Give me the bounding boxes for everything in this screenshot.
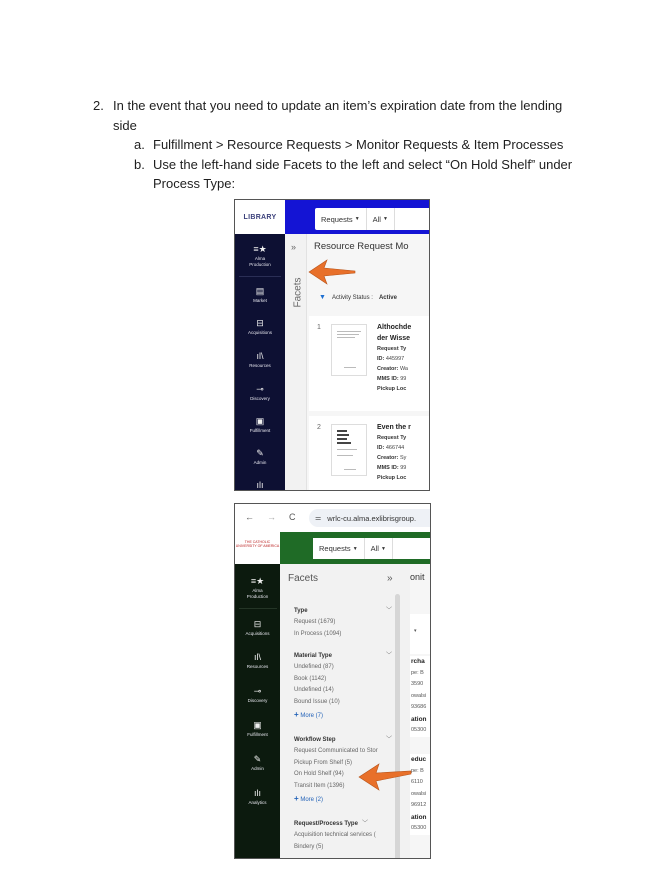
back-icon[interactable]: ← <box>245 512 254 522</box>
substep-text-line2: Process Type: <box>153 176 236 191</box>
search-bar[interactable] <box>313 538 431 559</box>
chevron-down-icon: ﹀ <box>385 608 392 614</box>
nav-divider <box>239 608 277 609</box>
search-scope-dropdown[interactable]: Requests ▼ <box>315 208 367 230</box>
acquisitions-icon: ⊟ <box>256 318 264 328</box>
nav-analytics[interactable] <box>235 480 285 490</box>
top-bar <box>235 200 430 234</box>
search-filter-dropdown[interactable]: All ▼ <box>365 538 393 559</box>
caret-down-icon: ▼ <box>380 545 386 552</box>
facet-option[interactable]: Undefined (87) <box>294 664 334 670</box>
result-card[interactable]: rcha pe: B 3590 owalsi 93686 ation 05300 <box>410 656 431 737</box>
pointer-arrow-icon <box>357 762 413 792</box>
book-thumbnail <box>331 424 367 476</box>
screenshot-alma-expanded-facets <box>234 503 431 859</box>
caret-down-icon: ▼ <box>382 216 388 222</box>
chevron-down-icon: ﹀ <box>385 653 392 659</box>
substep-letter: b. <box>134 156 145 172</box>
pointer-arrow-icon <box>307 258 357 286</box>
top-bar <box>235 532 431 564</box>
browser-toolbar <box>235 504 431 532</box>
facet-option[interactable]: Undefined (14) <box>294 687 334 694</box>
expand-facets-icon[interactable]: » <box>291 242 297 252</box>
facet-option[interactable]: Bindery (5) <box>294 843 324 850</box>
nav-discovery[interactable]: ⊸ Discovery <box>235 686 280 704</box>
caret-down-icon: ▼ <box>352 545 358 552</box>
nav-acquisitions[interactable]: ⊟ Acquisitions <box>235 619 280 637</box>
fulfillment-icon: ▣ <box>253 720 262 730</box>
substep-a <box>93 135 613 155</box>
plus-icon: + <box>294 793 299 803</box>
search-filter-dropdown[interactable]: All ▼ <box>367 208 395 230</box>
admin-icon: ✎ <box>256 448 264 458</box>
result-index: 2 <box>317 424 321 431</box>
chevron-down-icon: ﹀ <box>385 737 392 743</box>
nav-analytics[interactable]: ılı Analytics <box>235 788 280 806</box>
chevron-down-icon: ﹀ <box>361 821 368 827</box>
facet-group-type: Type ﹀ Request (1679) In Process (1094) <box>294 606 398 640</box>
result-card[interactable]: educ pe: B 6110 owalsi 96912 ation 05300 <box>410 754 431 835</box>
nav-resources[interactable]: ıl\ Resources <box>235 652 280 670</box>
site-settings-icon[interactable]: ⚌ <box>315 515 322 522</box>
acquisitions-icon: ⊟ <box>253 619 262 629</box>
plus-icon: + <box>294 709 299 719</box>
facet-group-workflow-step: Workflow Step ﹀ Request Communicated to Stor Pickup From Shelf (5) On Hold Shelf (94) Transit Item (1396) + More (2) <box>294 735 398 807</box>
facet-group-material-type: Material Type ﹀ Undefined (87) Book (1142) Undefined (14) Bound Issue (10) + More (7) <box>294 651 398 723</box>
discovery-icon: ⊸ <box>256 384 264 394</box>
nav-alma-production[interactable]: ≡★ Alma Production <box>235 576 280 600</box>
collapse-facets-icon[interactable]: » <box>387 573 393 584</box>
nav-fulfillment[interactable]: ▣ Fulfillment <box>235 720 280 738</box>
forward-icon[interactable]: → <box>267 512 276 522</box>
admin-icon: ✎ <box>253 754 262 764</box>
discovery-icon: ⊸ <box>253 686 262 696</box>
alma-production-icon: ≡★ <box>253 244 267 254</box>
facet-option[interactable]: Request Communicated to Stor <box>294 748 378 754</box>
step-2 <box>93 96 613 135</box>
facet-more-link[interactable]: + More (2) <box>294 793 324 803</box>
facet-option[interactable]: Pickup From Shelf (5) <box>294 759 353 766</box>
market-icon: ▤ <box>255 286 265 296</box>
nav-fulfillment[interactable]: ▣ Fulfillment <box>235 416 285 434</box>
result-index: 1 <box>317 324 321 331</box>
fulfillment-icon: ▣ <box>255 416 265 426</box>
page-title: Resource Request Mo <box>314 241 409 252</box>
nav-discovery[interactable]: ⊸ Discovery <box>235 384 285 402</box>
facets-title: Facets <box>288 573 319 584</box>
nav-divider <box>239 276 281 277</box>
page-title-partial: onit <box>410 572 425 582</box>
facet-option-on-hold-shelf[interactable]: On Hold Shelf (94) <box>294 771 344 778</box>
facet-option[interactable]: Request (1679) <box>294 619 336 625</box>
instruction-text <box>93 96 613 194</box>
nav-alma-production[interactable]: ≡★ Alma Production <box>235 244 285 268</box>
reload-icon[interactable]: C <box>289 512 296 522</box>
caret-down-icon: ▼ <box>354 216 360 222</box>
facet-option[interactable]: Book (1142) <box>294 675 327 682</box>
facet-more-link[interactable]: + More (7) <box>294 709 324 719</box>
step-number: 2. <box>93 98 104 113</box>
main-menu-sidebar <box>235 564 280 859</box>
active-filter[interactable]: ▼ Activity Status : Active <box>319 294 397 301</box>
facet-option[interactable]: In Process (1094) <box>294 630 342 637</box>
dropdown-icon[interactable]: ▾ <box>414 628 417 634</box>
resources-icon: ıl\ <box>256 351 264 361</box>
facet-option[interactable]: Bound Issue (10) <box>294 699 340 706</box>
alma-production-icon: ≡★ <box>250 576 265 586</box>
facet-option[interactable]: Acquisition technical services ( <box>294 832 376 838</box>
nav-resources[interactable]: ıl\ Resources <box>235 351 285 369</box>
library-logo: LIBRARY <box>235 200 285 234</box>
facet-group-request-process-type: Request/Process Type ﹀ Acquisition technical services ( Bindery (5) <box>294 819 398 853</box>
facets-collapsed-panel[interactable] <box>285 234 307 491</box>
nav-admin[interactable]: ✎ Admin <box>235 754 280 772</box>
resources-icon: ıl\ <box>253 652 261 662</box>
substep-text-line1: Use the left-hand side Facets to the left and select “On Hold Shelf” under <box>153 156 573 172</box>
substep-letter: a. <box>134 137 145 152</box>
result-card[interactable] <box>309 416 430 491</box>
address-bar[interactable]: ⚌ wrlc-cu.alma.exlibrisgroup. <box>309 509 431 527</box>
facets-label[interactable]: Facets <box>292 277 304 308</box>
result-details: Althochde der Wisse Request Ty ID: 445997 Creator: Wa MMS ID: 99 Pickup Loc <box>377 324 412 392</box>
facets-panel <box>280 564 410 859</box>
step-text-line2: side <box>113 117 137 133</box>
nav-acquisitions[interactable]: ⊟ Acquisitions <box>235 318 285 336</box>
substep-b <box>93 155 613 194</box>
step-text-line1: In the event that you need to update an item’s expiration date from the lending <box>113 98 563 113</box>
filter-icon: ▼ <box>319 294 326 301</box>
university-logo: THE CATHOLIC UNIVERSITY OF AMERICA <box>235 532 280 564</box>
results-header <box>410 614 431 654</box>
search-bar[interactable] <box>315 208 430 230</box>
analytics-icon: ılı <box>253 788 261 798</box>
substep-text: Fulfillment > Resource Requests > Monitor Requests & Item Processes <box>153 137 564 152</box>
facet-option[interactable]: Transit Item (1396) <box>294 783 345 790</box>
nav-market[interactable]: ▤ Market <box>235 286 285 304</box>
result-details: Even the r Request Ty ID: 466744 Creator: Sy MMS ID: 99 Pickup Loc <box>377 424 411 481</box>
main-menu-sidebar <box>235 234 285 491</box>
screenshot-alma-collapsed-facets <box>234 199 430 491</box>
search-scope-dropdown[interactable]: Requests ▼ <box>313 538 365 559</box>
nav-admin[interactable]: ✎ Admin <box>235 448 285 466</box>
book-thumbnail <box>331 324 367 376</box>
analytics-icon: ılı <box>256 480 264 490</box>
results-area-partial <box>410 564 431 859</box>
result-card[interactable] <box>309 316 430 411</box>
